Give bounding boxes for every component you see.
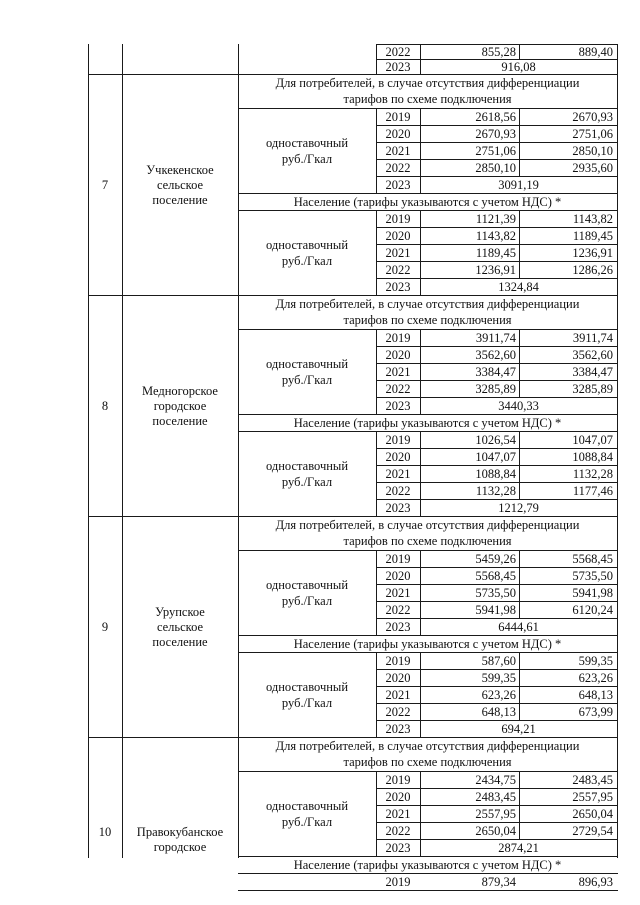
tariff-value-cell: 2650,04 [572, 806, 613, 821]
table-border [420, 448, 421, 465]
table-border [519, 125, 520, 142]
table-border [420, 550, 421, 567]
table-rule [376, 720, 618, 721]
table-border [519, 261, 520, 278]
year-cell: 2020 [385, 670, 411, 685]
table-border [420, 618, 421, 635]
year-cell: 2022 [385, 483, 411, 498]
year-cell: 2019 [385, 432, 411, 447]
table-border [420, 686, 421, 703]
tariff-type-label: одноставочный [265, 798, 349, 813]
table-border [519, 346, 520, 363]
table-border [519, 108, 520, 125]
table-border [420, 805, 421, 822]
year-cell: 2020 [385, 347, 411, 362]
tariff-value-cell: 1212,79 [498, 500, 539, 515]
table-border [376, 44, 377, 74]
year-cell: 2021 [385, 245, 411, 260]
tariff-value-cell: 2874,21 [498, 840, 539, 855]
tariff-value-cell: 2557,95 [572, 789, 613, 804]
tariff-value-cell: 2751,06 [475, 143, 516, 158]
table-border [519, 550, 520, 567]
table-border [420, 788, 421, 805]
table-border [420, 669, 421, 686]
tariff-value-cell: 1189,45 [572, 228, 613, 243]
tariff-unit-label: руб./Гкал [281, 151, 333, 166]
consumers-header: Для потребителей, в случае отсутствия дифференциации [275, 297, 580, 311]
table-border [376, 108, 377, 193]
table-rule [376, 278, 618, 279]
tariff-type-label: одноставочный [265, 237, 349, 252]
tariff-value-cell: 3384,47 [572, 364, 613, 379]
table-border [420, 703, 421, 720]
table-border [420, 44, 421, 59]
table-rule [238, 652, 618, 653]
row-number: 9 [101, 619, 109, 634]
tariff-type-label: одноставочный [265, 458, 349, 473]
tariff-value-cell: 1143,82 [475, 228, 516, 243]
tariff-unit-label: руб./Гкал [281, 253, 333, 268]
tariff-value-cell: 5568,45 [475, 568, 516, 583]
tariff-value-cell: 1177,46 [572, 483, 613, 498]
year-cell: 2021 [385, 143, 411, 158]
year-cell: 2019 [385, 874, 411, 889]
tariff-value-cell: 889,40 [578, 44, 613, 59]
tariff-value-cell: 6120,24 [572, 602, 613, 617]
table-border [519, 601, 520, 618]
table-rule [376, 890, 618, 891]
section-divider [88, 737, 618, 738]
tariff-value-cell: 896,93 [578, 874, 613, 889]
year-cell: 2021 [385, 687, 411, 702]
table-border [376, 329, 377, 414]
table-border [519, 142, 520, 159]
year-cell: 2023 [385, 840, 411, 855]
section-divider [88, 74, 618, 75]
table-border [519, 465, 520, 482]
table-border [420, 380, 421, 397]
tariff-value-cell: 1236,91 [475, 262, 516, 277]
tariff-value-cell: 5941,98 [572, 585, 613, 600]
consumers-header: Для потребителей, в случае отсутствия дифференциации [275, 739, 580, 753]
tariff-value-cell: 2483,45 [475, 789, 516, 804]
year-cell: 2020 [385, 126, 411, 141]
table-border [420, 125, 421, 142]
tariff-value-cell: 5941,98 [475, 602, 516, 617]
tariff-value-cell: 648,13 [578, 687, 613, 702]
tariff-value-cell: 3091,19 [498, 177, 539, 192]
tariff-value-cell: 623,26 [578, 670, 613, 685]
table-border [122, 44, 123, 858]
tariff-value-cell: 2670,93 [572, 109, 613, 124]
table-rule [238, 431, 618, 432]
table-rule [376, 176, 618, 177]
table-border [420, 652, 421, 669]
tariff-value-cell: 1047,07 [475, 449, 516, 464]
tariff-value-cell: 855,28 [481, 44, 516, 59]
tariff-value-cell: 673,99 [578, 704, 613, 719]
table-border [420, 567, 421, 584]
tariff-type-label: одноставочный [265, 679, 349, 694]
tariff-type-label: одноставочный [265, 356, 349, 371]
tariff-value-cell: 1088,84 [572, 449, 613, 464]
table-border [420, 278, 421, 295]
year-cell: 2023 [385, 398, 411, 413]
table-border [420, 363, 421, 380]
year-cell: 2022 [385, 602, 411, 617]
table-border [420, 822, 421, 839]
tariff-value-cell: 2434,75 [475, 772, 516, 787]
table-border [420, 159, 421, 176]
tariff-value-cell: 5735,50 [572, 568, 613, 583]
table-border [519, 686, 520, 703]
year-cell: 2020 [385, 568, 411, 583]
table-border [420, 142, 421, 159]
year-cell: 2021 [385, 466, 411, 481]
row-number: 7 [101, 177, 109, 192]
row-number: 10 [98, 825, 112, 839]
settlement-name: поселение [152, 413, 208, 428]
year-cell: 2019 [385, 330, 411, 345]
table-border [519, 210, 520, 227]
table-border [519, 584, 520, 601]
table-rule [238, 771, 618, 772]
year-cell: 2023 [385, 500, 411, 515]
settlement-name: поселение [152, 192, 208, 207]
tariff-value-cell: 2670,93 [475, 126, 516, 141]
tariff-value-cell: 5735,50 [475, 585, 516, 600]
table-border [420, 465, 421, 482]
table-rule [376, 59, 618, 60]
tariff-value-cell: 599,35 [481, 670, 516, 685]
table-rule [376, 397, 618, 398]
year-cell: 2019 [385, 653, 411, 668]
tariff-value-cell: 1121,39 [475, 211, 516, 226]
tariff-value-cell: 2618,56 [475, 109, 516, 124]
tariff-value-cell: 2483,45 [572, 772, 613, 787]
tariff-value-cell: 1132,28 [475, 483, 516, 498]
settlement-name: Правокубанское [136, 825, 224, 839]
table-border [519, 448, 520, 465]
table-border [519, 227, 520, 244]
table-border [420, 499, 421, 516]
consumers-header: тарифов по схеме подключения [343, 313, 512, 327]
row-number: 8 [101, 398, 109, 413]
year-cell: 2022 [385, 823, 411, 838]
consumers-header: Для потребителей, в случае отсутствия дифференциации [275, 518, 580, 532]
table-rule [238, 890, 377, 891]
tariff-value-cell: 3440,33 [498, 398, 539, 413]
tariff-value-cell: 623,26 [481, 687, 516, 702]
tariff-value-cell: 3384,47 [475, 364, 516, 379]
tariff-value-cell: 1189,45 [475, 245, 516, 260]
year-cell: 2023 [385, 279, 411, 294]
table-border [420, 261, 421, 278]
year-cell: 2020 [385, 228, 411, 243]
table-border [420, 329, 421, 346]
table-border [519, 159, 520, 176]
table-border [376, 652, 377, 737]
table-border [519, 703, 520, 720]
table-border [420, 839, 421, 856]
settlement-name: городское [153, 398, 207, 413]
year-cell: 2020 [385, 789, 411, 804]
year-cell: 2019 [385, 772, 411, 787]
tariff-value-cell: 3911,74 [572, 330, 613, 345]
population-header: Население (тарифы указываются с учетом НДС) * [293, 636, 562, 651]
table-rule [376, 618, 618, 619]
table-border [420, 346, 421, 363]
table-border [420, 720, 421, 737]
table-rule [376, 839, 618, 840]
tariff-value-cell: 2751,06 [572, 126, 613, 141]
table-rule [238, 210, 618, 211]
tariff-value-cell: 599,35 [578, 653, 613, 668]
table-border [420, 108, 421, 125]
tariff-value-cell: 648,13 [481, 704, 516, 719]
year-cell: 2023 [385, 721, 411, 736]
year-cell: 2022 [385, 381, 411, 396]
year-cell: 2019 [385, 109, 411, 124]
year-cell: 2020 [385, 449, 411, 464]
table-border [519, 788, 520, 805]
table-border [519, 669, 520, 686]
year-cell: 2023 [385, 177, 411, 192]
table-rule [238, 873, 618, 874]
table-border [376, 210, 377, 295]
tariff-value-cell: 2729,54 [572, 823, 613, 838]
table-border-right [617, 44, 618, 858]
year-cell: 2023 [385, 59, 411, 74]
table-border [376, 771, 377, 856]
table-rule [238, 329, 618, 330]
consumers-header: Для потребителей, в случае отсутствия дифференциации [275, 76, 580, 90]
table-border [420, 584, 421, 601]
tariff-value-cell: 3562,60 [475, 347, 516, 362]
table-border [519, 44, 520, 59]
table-border [519, 363, 520, 380]
tariff-value-cell: 879,34 [481, 874, 516, 889]
tariff-value-cell: 2650,04 [475, 823, 516, 838]
tariff-value-cell: 6444,61 [498, 619, 539, 634]
year-cell: 2022 [385, 262, 411, 277]
table-border [420, 771, 421, 788]
table-rule [238, 108, 618, 109]
population-header: Население (тарифы указываются с учетом НДС) * [293, 415, 562, 430]
table-border [420, 431, 421, 448]
section-divider [88, 516, 618, 517]
table-border [376, 431, 377, 516]
year-cell: 2023 [385, 619, 411, 634]
table-border [376, 550, 377, 635]
tariff-value-cell: 694,21 [501, 721, 536, 736]
tariff-value-cell: 3562,60 [572, 347, 613, 362]
table-border [420, 482, 421, 499]
tariff-value-cell: 3285,89 [572, 381, 613, 396]
table-border [519, 380, 520, 397]
tariff-value-cell: 3285,89 [475, 381, 516, 396]
settlement-name: сельское [156, 619, 204, 634]
tariff-value-cell: 1132,28 [572, 466, 613, 481]
settlement-name: Урупское [155, 604, 205, 619]
table-border [519, 482, 520, 499]
table-border [420, 210, 421, 227]
consumers-header: тарифов по схеме подключения [343, 534, 512, 548]
table-border [238, 44, 239, 858]
tariff-type-label: одноставочный [265, 135, 349, 150]
year-cell: 2022 [385, 44, 411, 59]
table-border [519, 771, 520, 788]
table-border [420, 227, 421, 244]
consumers-header: тарифов по схеме подключения [343, 755, 512, 769]
consumers-header: тарифов по схеме подключения [343, 92, 512, 106]
table-border [519, 329, 520, 346]
table-border [519, 244, 520, 261]
table-border [420, 176, 421, 193]
tariff-value-cell: 1286,26 [572, 262, 613, 277]
settlement-name: сельское [156, 177, 204, 192]
year-cell: 2021 [385, 364, 411, 379]
tariff-value-cell: 1088,84 [475, 466, 516, 481]
year-cell: 2022 [385, 704, 411, 719]
tariff-type-label: одноставочный [265, 577, 349, 592]
settlement-name: поселение [152, 634, 208, 649]
tariff-value-cell: 1143,82 [572, 211, 613, 226]
table-border [420, 59, 421, 74]
table-border [519, 822, 520, 839]
tariff-value-cell: 5568,45 [572, 551, 613, 566]
tariff-value-cell: 1026,54 [475, 432, 516, 447]
table-border [420, 601, 421, 618]
tariff-unit-label: руб./Гкал [281, 814, 333, 829]
section-divider [88, 295, 618, 296]
tariff-value-cell: 2850,10 [572, 143, 613, 158]
table-border-left [88, 44, 89, 858]
table-border [420, 244, 421, 261]
year-cell: 2019 [385, 551, 411, 566]
settlement-name: городское [153, 840, 207, 854]
year-cell: 2022 [385, 160, 411, 175]
tariff-value-cell: 1047,07 [572, 432, 613, 447]
tariff-unit-label: руб./Гкал [281, 474, 333, 489]
tariff-unit-label: руб./Гкал [281, 593, 333, 608]
population-header: Население (тарифы указываются с учетом НДС) * [293, 194, 562, 209]
table-rule [238, 550, 618, 551]
tariff-value-cell: 2557,95 [475, 806, 516, 821]
table-rule [376, 499, 618, 500]
settlement-name: Учкекенское [146, 162, 214, 177]
tariff-unit-label: руб./Гкал [281, 695, 333, 710]
settlement-name: Медногорское [142, 383, 218, 398]
table-border [519, 431, 520, 448]
table-border [519, 567, 520, 584]
tariff-value-cell: 2850,10 [475, 160, 516, 175]
tariff-value-cell: 2935,60 [572, 160, 613, 175]
year-cell: 2021 [385, 585, 411, 600]
tariff-value-cell: 916,08 [501, 59, 536, 74]
table-border [519, 652, 520, 669]
table-border [420, 397, 421, 414]
tariff-value-cell: 3911,74 [475, 330, 516, 345]
tariff-value-cell: 587,60 [481, 653, 516, 668]
year-cell: 2019 [385, 211, 411, 226]
tariff-value-cell: 1324,84 [498, 279, 539, 294]
tariff-value-cell: 5459,26 [475, 551, 516, 566]
table-border [519, 805, 520, 822]
tariff-unit-label: руб./Гкал [281, 372, 333, 387]
year-cell: 2021 [385, 806, 411, 821]
tariff-value-cell: 1236,91 [572, 245, 613, 260]
population-header: Население (тарифы указываются с учетом НДС) * [293, 857, 562, 872]
